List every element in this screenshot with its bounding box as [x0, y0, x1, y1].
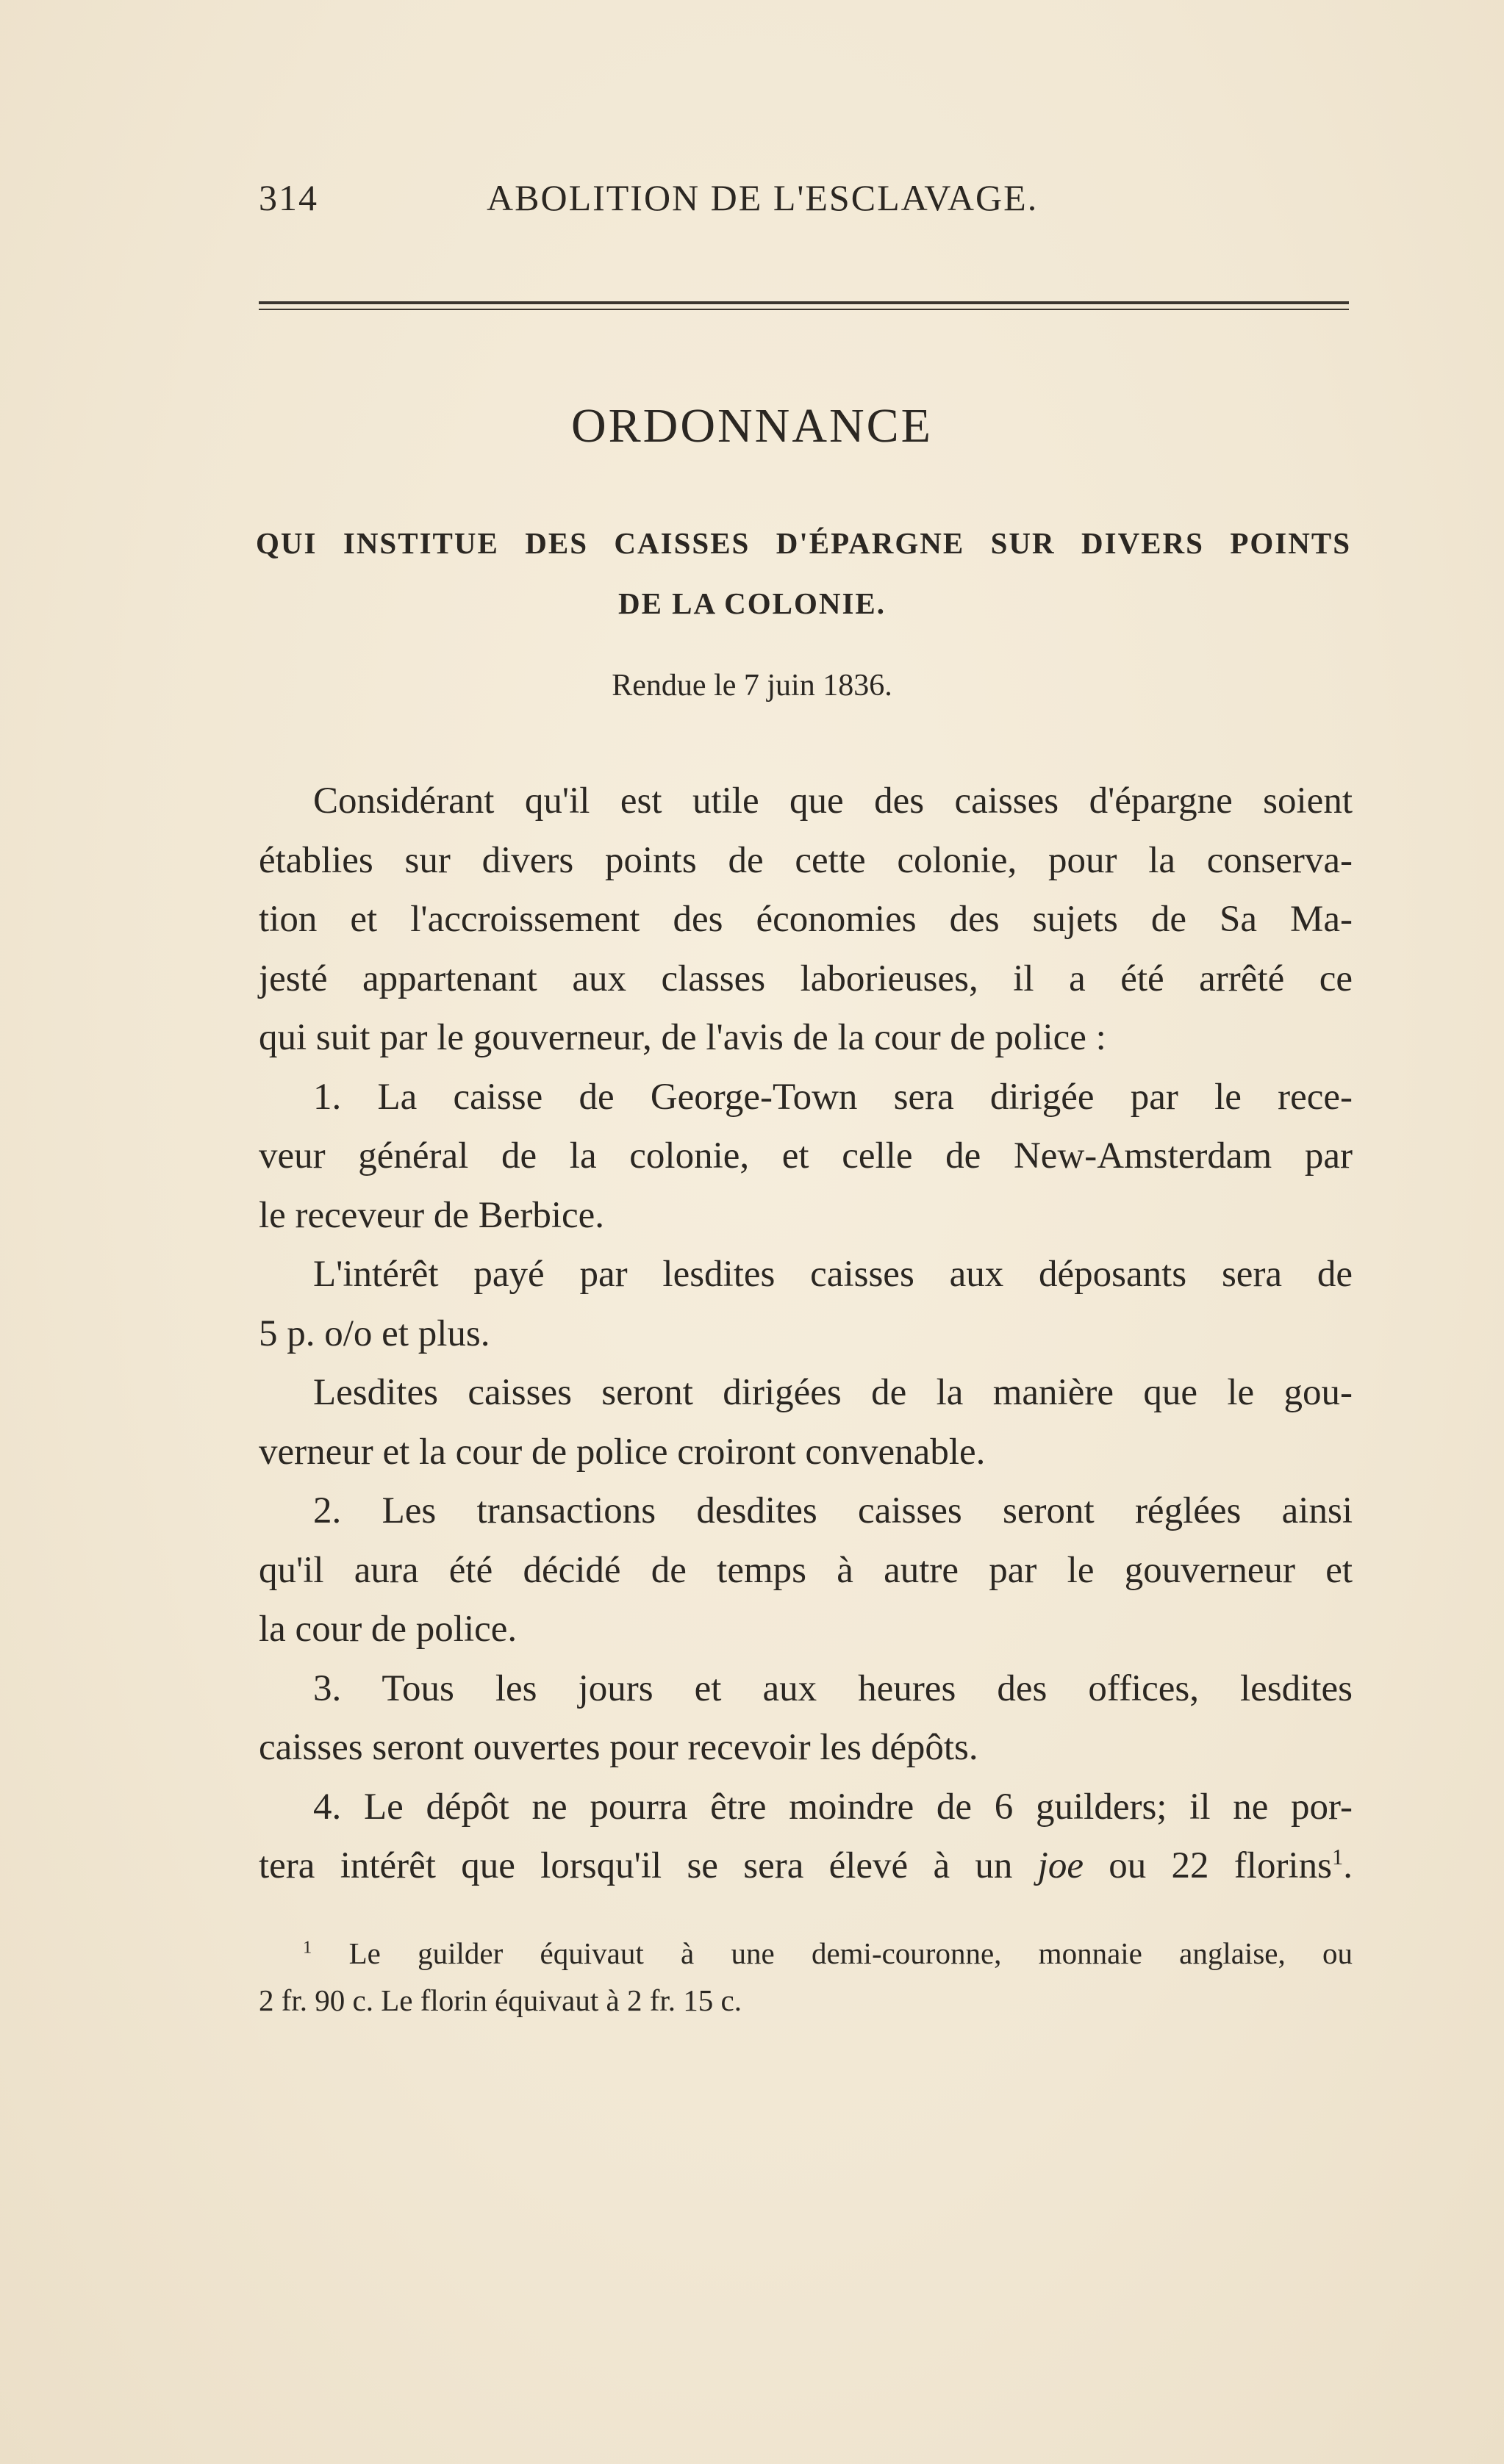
- body-line: tion et l'accroissement des économies des sujets de Sa Ma-: [259, 899, 1353, 940]
- body-line: L'intérêt payé par lesdites caisses aux déposants sera de: [313, 1254, 1353, 1295]
- body-line: verneur et la cour de police croiront convenable.: [259, 1431, 986, 1473]
- body-line: établies sur divers points de cette colonie, pour la conserva-: [259, 839, 1353, 881]
- footnote-reference: 1: [1331, 1845, 1344, 1869]
- body-text-fragment: .: [1343, 1845, 1353, 1886]
- body-line: 5 p. o/o et plus.: [259, 1312, 490, 1354]
- footnote-text: Le guilder équivaut à une demi-couronne, monnaie anglaise, ou: [348, 1936, 1353, 1970]
- article-4-line: 4. Le dépôt ne pourra être moindre de 6 guilders; il ne por-: [313, 1786, 1353, 1828]
- ordinance-subtitle-line-2: DE LA COLONIE.: [617, 586, 887, 620]
- body-line: la cour de police.: [259, 1609, 518, 1650]
- body-line: jesté appartenant aux classes laborieuses, il a été arrêté ce: [259, 958, 1353, 999]
- article-3-line: 3. Tous les jours et aux heures des offices, lesdites: [313, 1667, 1353, 1709]
- ordinance-date: Rendue le 7 juin 1836.: [612, 669, 892, 703]
- body-line: qu'il aura été décidé de temps à autre par le gouverneur et: [259, 1549, 1353, 1591]
- body-line-last: [259, 1836, 1353, 1896]
- body-text-fragment: ou 22 florins: [1083, 1845, 1332, 1886]
- body-line: caisses seront ouvertes pour recevoir les dépôts.: [259, 1727, 978, 1768]
- running-title: ABOLITION DE L'ESCLAVAGE.: [487, 177, 1039, 218]
- running-head: [259, 176, 1104, 220]
- footnote-line: 2 fr. 90 c. Le florin équivaut à 2 fr. 15 c.: [259, 1983, 742, 2017]
- body-text: [259, 772, 1353, 1896]
- body-text-fragment: tera intérêt que lorsqu'il se sera élevé à un: [259, 1845, 1038, 1886]
- body-line: le receveur de Berbice.: [259, 1194, 605, 1236]
- body-line: Lesdites caisses seront dirigées de la manière que le gou-: [313, 1372, 1353, 1413]
- ordinance-title: ORDONNANCE: [571, 399, 933, 453]
- article-2-line: 2. Les transactions desdites caisses seront réglées ainsi: [313, 1490, 1353, 1531]
- body-line: veur général de la colonie, et celle de New-Amsterdam par: [259, 1135, 1353, 1177]
- ordinance-subtitle-line-1: QUI INSTITUE DES CAISSES D'ÉPARGNE SUR DIVERS POINTS: [256, 526, 1351, 560]
- italic-word: joe: [1037, 1845, 1084, 1886]
- page-number: 314: [259, 177, 318, 218]
- article-1-line: 1. La caisse de George-Town sera dirigée par le rece-: [313, 1076, 1353, 1118]
- header-double-rule: [259, 301, 1349, 310]
- footnote: [259, 1930, 1353, 2024]
- body-line: Considérant qu'il est utile que des caisses d'épargne soient: [313, 780, 1353, 822]
- footnote-line: [259, 1930, 1353, 1977]
- footnote-mark: 1: [303, 1937, 312, 1958]
- body-line: qui suit par le gouverneur, de l'avis de la cour de police :: [259, 1017, 1106, 1058]
